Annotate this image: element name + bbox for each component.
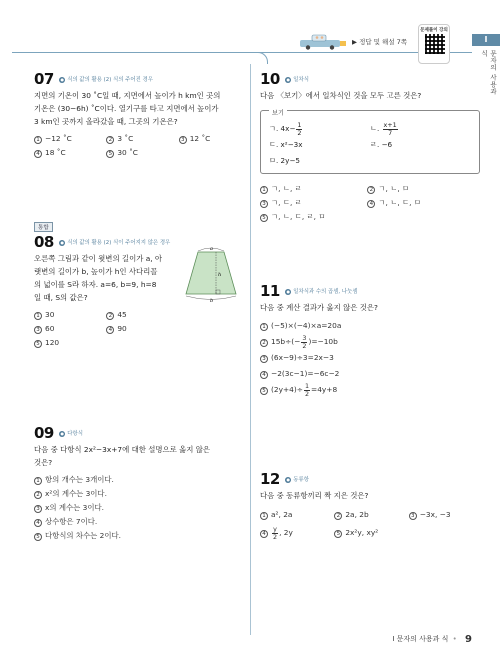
chapter-side-tab [472,34,500,104]
option-2[interactable]: 2 45 [106,308,176,322]
problem-11 [260,282,470,398]
problem-number: 08 [34,233,54,251]
bogi-item-1: ㄱ. 4x− $\frac{1}{2}$ [269,120,302,137]
problem-07 [34,70,246,160]
problem-number: 11 [260,282,280,300]
type-badge: 통합 [34,222,53,232]
problem-tag: ● 일차식 [286,76,309,83]
trapezoid-figure [182,246,242,302]
qr-code-box[interactable] [418,24,450,64]
option-1[interactable]: 1 a², 2a [260,506,332,524]
option-1[interactable]: 1 −12 ˚C [34,132,104,146]
option-2[interactable]: 2 15b÷(− $\frac{3}{2}$ )=−10b [260,334,470,350]
tag-dot-icon: ● [60,430,65,436]
page-number: 9 [465,634,472,645]
bogi-label: 보기 [269,106,287,122]
problem-tag: ● 다항식 [60,430,83,437]
option-3[interactable]: 3 (6x−9)÷3=2x−3 [260,350,470,366]
option-5[interactable]: 5 다항식의 차수는 2이다. [34,529,246,543]
problem-tag: ● 식의 값의 활용 (2) 식이 주어지지 않은 경우 [60,239,171,246]
option-3[interactable]: 3 ㄱ, ㄷ, ㄹ [260,196,365,210]
tag-dot-icon: ● [286,476,291,482]
label-b: b [210,298,214,302]
option-3[interactable]: 3 12 ˚C [179,132,239,146]
problem-stem: 다음 중 다항식 2x²−3x+7에 대한 설명으로 옳지 않은 것은? [34,445,211,467]
answer-options [34,132,246,160]
problem-12 [260,470,470,542]
problem-stem: 오른쪽 그림과 같이 윗변의 길이가 a, 아 랫변의 길이가 b, 높이가 h인 사다리꼴 의 넓이를 S라 하자. a=6, b=9, h=8 일 때, S의 값은? [34,254,163,302]
option-4[interactable]: 4 18 ˚C [34,146,104,160]
option-5[interactable]: 5 120 [34,336,104,350]
chapter-number: I [472,34,500,46]
option-4[interactable]: 4 상수항은 7이다. [34,515,246,529]
bogi-item-5: ㅁ. 2y−5 [269,156,300,165]
chapter-title: 문자의 사용과 식 [480,50,497,95]
option-2[interactable]: 2 3 ˚C [106,132,176,146]
problem-tag: ● 일차식과 수의 곱셈, 나눗셈 [286,288,358,295]
option-1[interactable]: 1 항의 개수는 3개이다. [34,473,246,487]
header-rule-curve [250,52,268,64]
qr-label: 문제풀이 강의 [420,28,448,33]
answer-options [260,182,470,224]
option-4[interactable]: 4 −2(3c−1)=−6c−2 [260,366,470,382]
option-5[interactable]: 5 2x²y, xy² [334,524,406,542]
problem-number: 12 [260,470,280,488]
answer-page-link[interactable]: ▶ 정답 및 해설 7쪽 [352,38,408,46]
answer-options [260,506,470,542]
option-1[interactable]: 1 30 [34,308,104,322]
option-5[interactable]: 5 ㄱ, ㄴ, ㄷ, ㄹ, ㅁ [260,210,365,224]
answer-options [34,473,246,543]
footer-chapter: I 문자의 사용과 식 [392,635,449,643]
car-illustration-icon [298,34,348,50]
problem-tag: ● 식의 값의 활용 (2) 식의 주어진 경우 [60,76,153,83]
column-divider [250,64,251,635]
tag-dot-icon: ● [60,76,65,82]
option-4[interactable]: 4 $\frac{y}{2}$ , 2y [260,524,332,542]
option-5[interactable]: 5 (2y+4)÷ $\frac{1}{2}$ =4y+8 [260,382,470,398]
option-5[interactable]: 5 30 ˚C [106,146,176,160]
option-1[interactable]: 1 ㄱ, ㄴ, ㄹ [260,182,365,196]
problem-number: 07 [34,70,54,88]
problem-tag: ● 동류항 [286,476,309,483]
option-2[interactable]: 2 x²의 계수는 3이다. [34,487,246,501]
option-3[interactable]: 3 x의 계수는 3이다. [34,501,246,515]
bogi-item-4: ㄹ. −6 [370,140,393,149]
option-2[interactable]: 2 ㄱ, ㄴ, ㅁ [367,182,467,196]
option-2[interactable]: 2 2a, 2b [334,506,406,524]
page-footer: I 문자의 사용과 식 • 9 [392,634,472,645]
qr-code-icon [425,34,445,54]
problem-stem: 지면의 기온이 30 ˚C일 때, 지면에서 높이가 h km인 곳의 기온은 (30−6h) ˚C이다. 열기구를 타고 지면에서 높이가 3 km인 곳까지 올라갔을 때, 그곳의 기온은? [34,91,221,126]
problem-stem: 다음 중 동류항끼리 짝 지은 것은? [260,491,369,500]
option-1[interactable]: 1 (−5)×(−4)×a=20a [260,318,470,334]
option-3[interactable]: 3 −3x, −3 [409,506,469,524]
bogi-item-3: ㄷ. x²−3x [269,140,303,149]
problem-stem: 다음 〈보기〉에서 일차식인 것을 모두 고른 것은? [260,91,422,100]
problem-number: 10 [260,70,280,88]
bogi-box [260,110,480,174]
problem-10 [260,70,470,224]
problem-stem: 다음 중 계산 결과가 옳지 않은 것은? [260,303,378,312]
header-rule [12,52,472,53]
answer-options [34,308,246,350]
answer-options [260,318,470,398]
tag-dot-icon: ● [286,76,291,82]
problem-number: 09 [34,424,54,442]
tag-dot-icon: ● [286,288,291,294]
tag-dot-icon: ● [60,239,65,245]
option-4[interactable]: 4 90 [106,322,176,336]
bogi-item-2: ㄴ. $\frac{x+1}{7}$ [370,120,397,137]
problem-09 [34,424,246,543]
option-3[interactable]: 3 60 [34,322,104,336]
label-h: h [218,272,222,278]
option-4[interactable]: 4 ㄱ, ㄴ, ㄷ, ㅁ [367,196,467,210]
label-a: a [210,246,213,252]
